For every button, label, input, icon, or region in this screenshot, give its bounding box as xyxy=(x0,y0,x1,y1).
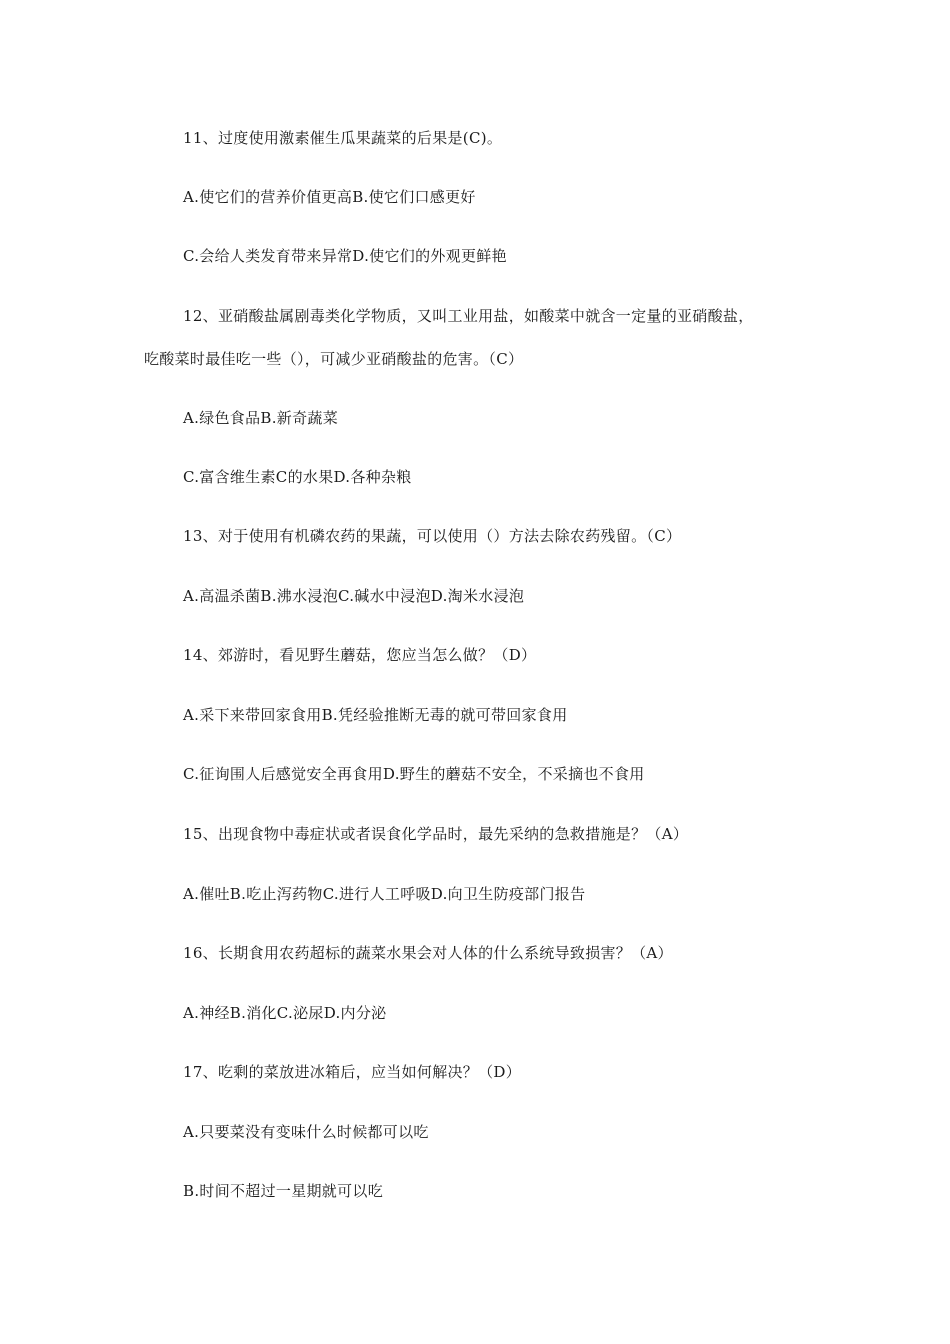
question-13-options: A.高温杀菌B.沸水浸泡C.碱水中浸泡D.淘米水浸泡 xyxy=(183,587,525,605)
question-15: 15、出现食物中毒症状或者误食化学品时，最先采纳的急救措施是？（A） xyxy=(183,825,689,843)
question-12-options-ab: A.绿色食品B.新奇蔬菜 xyxy=(183,409,338,427)
question-12: 12、亚硝酸盐属剧毒类化学物质，又叫工业用盐，如酸菜中就含一定量的亚硝酸盐， xyxy=(183,307,754,325)
question-12-options-cd: C.富含维生素C的水果D.各种杂粮 xyxy=(183,468,412,486)
question-12-continued: 吃酸菜时最佳吃一些（），可减少亚硝酸盐的危害。（C） xyxy=(144,350,524,368)
question-17-option-b: B.时间不超过一星期就可以吃 xyxy=(183,1182,383,1200)
question-13: 13、对于使用有机磷农药的果蔬，可以使用（）方法去除农药残留。（C） xyxy=(183,527,682,545)
question-17-option-a: A.只要菜没有变味什么时候都可以吃 xyxy=(183,1123,429,1141)
question-14: 14、郊游时，看见野生蘑菇，您应当怎么做？（D） xyxy=(183,646,537,664)
question-14-options-ab: A.采下来带回家食用B.凭经验推断无毒的就可带回家食用 xyxy=(183,706,568,724)
question-16: 16、长期食用农药超标的蔬菜水果会对人体的什么系统导致损害？（A） xyxy=(183,944,673,962)
question-17: 17、吃剩的菜放进冰箱后，应当如何解决？（D） xyxy=(183,1063,522,1081)
question-11-options-ab: A.使它们的营养价值更高B.使它们口感更好 xyxy=(183,188,476,206)
question-16-options: A.神经B.消化C.泌尿D.内分泌 xyxy=(183,1004,387,1022)
question-14-options-cd: C.征询围人后感觉安全再食用D.野生的蘑菇不安全，不采摘也不食用 xyxy=(183,765,645,783)
question-11: 11、过度使用激素催生瓜果蔬菜的后果是(C)。 xyxy=(183,129,503,147)
question-15-options: A.催吐B.吃止泻药物C.进行人工呼吸D.向卫生防疫部门报告 xyxy=(183,885,586,903)
question-11-options-cd: C.会给人类发育带来异常D.使它们的外观更鲜艳 xyxy=(183,247,507,265)
